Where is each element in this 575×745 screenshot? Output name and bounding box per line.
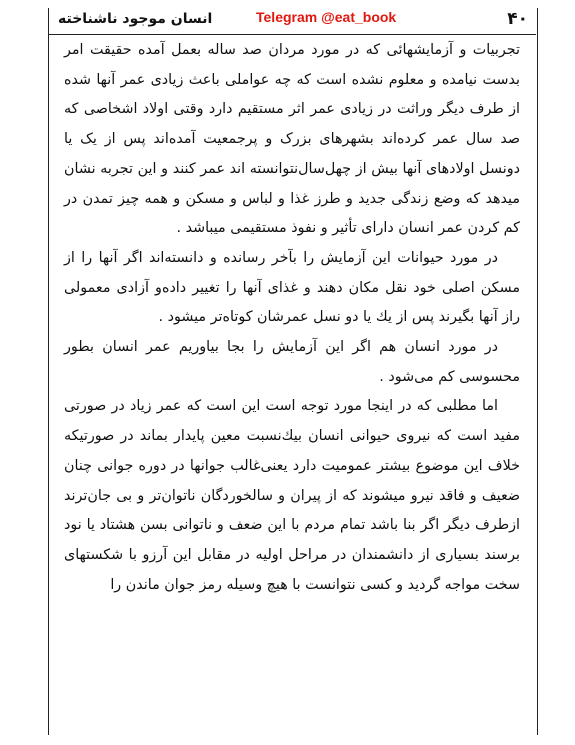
page-number: ۴۰ [507,9,528,29]
body-text [64,36,520,600]
paragraph: در مورد انسان هم اگر این آزمایش را بجا بیاوریم عمر انسان بطور محسوسی کم می‌شود . [64,339,520,385]
running-header [48,8,536,35]
paragraph: اما مطلبی که در اینجا مورد توجه است این است که عمر زیاد در صورتی مفید است که نیروی حیوانی انسان بیك‌نسبت معین پایدار بماند در صورتیکه خلاف این موضوع بیشتر عمومیت دارد یعنی‌غالب جوانها در دوره جوانی چنان ضعیف و فاقد نیرو میشوند که از پیران و سالخوردگان ناتوان‌تر و بی جان‌ترند ازطرف دیگر اگر بنا باشد تمام مردم با این ضعف و ناتوانی بسن هشتاد یا نود برسند بسیاری از دانشمندان در مراحل اولیه در مقابل این آرزو با شکستهای سخت مواجه گردید و کسی نتوانست با هیچ وسیله رمز جوان ماندن را [64,398,520,593]
book-title: انسان موجود ناشناخته [58,11,213,27]
paragraph: تجربیات و آزمایشهائی که در مورد مردان صد ساله بعمل آمده حقیقت امر بدست نیامده و معلوم نشده است که چه عواملی باعث زیادی عمر آنها شده از طرف دیگر وراثت در زیادی عمر اثر مستقیم دارد وقتی اولاد اشخاصی که صد سال عمر کرده‌اند بشهرهای بزرک و پرجمعیت آمده‌اند پس از یک یا دونسل اولادهای آنها بیش از چهل‌سال‌نتوانسته اند عمر کنند و این تجربه نشان میدهد که وضع زندگی جدید و طرز غذا و لباس و مسکن و همه چیز تمدن در کم کردن عمر انسان دارای تأثیر و نفوذ مستقیمی میباشد . [64,42,520,237]
paragraph: در مورد حیوانات این آزمایش را بآخر رسانده و دانسته‌اند اگر آنها را از مسکن اصلی خود نقل مکان دهند و غذای آنها را تغییر داده‌و آزادی معمولی راز آنها بگیرند پس از یك یا دو نسل عمرشان کوتاه‌تر میشود . [64,249,520,326]
telegram-watermark: Telegram @eat_book [256,9,397,25]
